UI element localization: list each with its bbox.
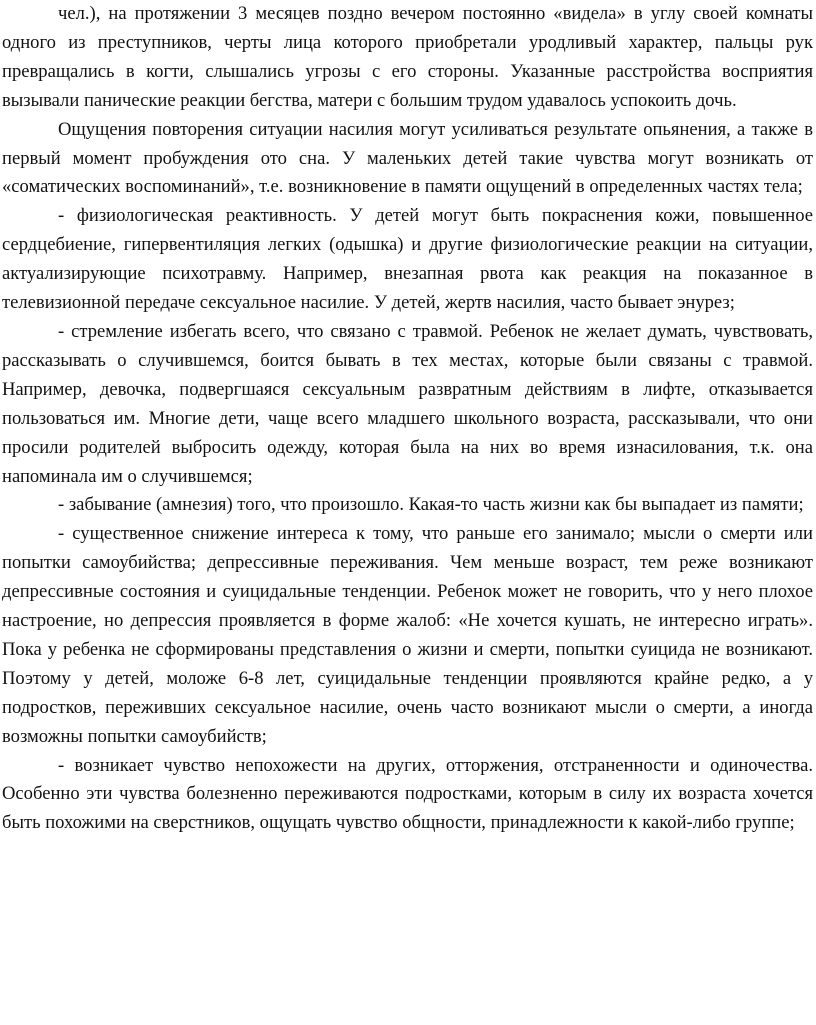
paragraph-alienation: - возникает чувство непохожести на других, отторжения, отстраненности и одиночества. Особенно эти чувства болезненно переживаются подростками, которым в силу их возраста хочется быть похожими на сверстников, ощущать чувство общности, принадлежности к какой-либо группе; bbox=[2, 754, 813, 834]
paragraph-depression: - существенное снижение интереса к тому, что раньше его занимало; мысли о смерти или попытки самоубийства; депрессивные переживания. Чем меньше возраст, тем реже возникают депрессивные состояния и суицидальные тенденции. Ребенок может не говорить, что у него плохое настроение, но депрессия проявляется в форме жалоб: «Не хочется кушать, не интересно играть». Пока у ребенка не сформированы представления о жизни и смерти, попытки суицида не возникают. Поэтому у детей, моложе 6-8 лет, суицидальные тенденции проявляются крайне редко, а у подростков, переживших сексуальное насилие, очень часто возникают мысли о смерти, а иногда возможны попытки самоубийств; bbox=[2, 523, 813, 747]
paragraph-continued: чел.), на протяжении 3 месяцев поздно вечером постоянно «видела» в углу своей комнаты одного из преступников, черты лица которого приобретали уродливый характер, пальцы рук превращались в когти, слышались угрозы с его стороны. Указанные расстройства восприятия вызывали панические реакции бегства, матери с большим трудом удавалось успокоить дочь. bbox=[2, 3, 813, 111]
paragraph-repetition: Ощущения повторения ситуации насилия могут усиливаться результате опьянения, а также в первый момент пробуждения ото сна. У маленьких детей такие чувства могут возникать от «соматических воспоминаний», т.е. возникновение в памяти ощущений в определенных частях тела; bbox=[2, 118, 813, 198]
paragraph-amnesia: - забывание (амнезия) того, что произошло. Какая-то часть жизни как бы выпадает из памяти; bbox=[58, 494, 804, 516]
paragraph-avoidance: - стремление избегать всего, что связано с травмой. Ребенок не желает думать, чувствовать, рассказывать о случившемся, боится бывать в тех местах, которые были связаны с травмой. Например, девочка, подвергшаяся сексуальным развратным действиям в лифте, отказывается пользоваться им. Многие дети, чаще всего младшего школьного возраста, рассказывали, что они просили родителей выбросить одежду, которая была на них во время изнасилования, т.к. она напоминала им о случившемся; bbox=[2, 320, 813, 487]
paragraph-physiological-reactivity: - физиологическая реактивность. У детей могут быть покраснения кожи, повышенное сердцебиение, гипервентиляция легких (одышка) и другие физиологические реакции на ситуации, актуализирующие психотравму. Например, внезапная рвота как реакция на показанное в телевизионной передаче сексуальное насилие. У детей, жертв насилия, часто бывает энурез; bbox=[2, 205, 813, 314]
